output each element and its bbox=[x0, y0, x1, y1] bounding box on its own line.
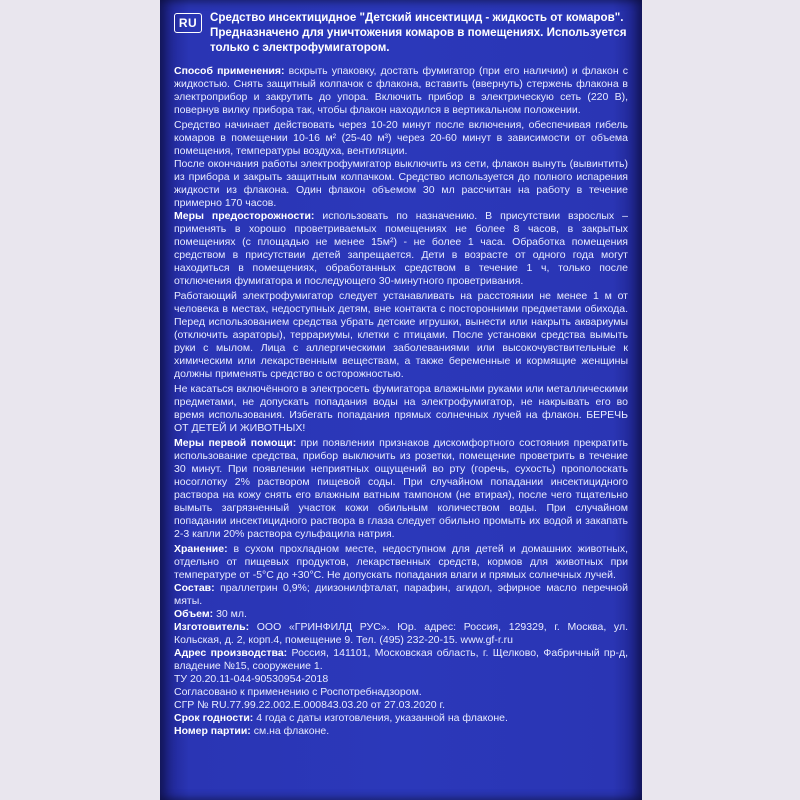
tu-line: ТУ 20.20.11-044-90530954-2018 bbox=[174, 673, 329, 685]
product-heading: Средство инсектицидное "Детский инсектицид - жидкость от комаров". Предназначено для уничтожения комаров в помещениях. Используется только с электрофумигатором. bbox=[210, 11, 627, 54]
method-label: Способ применения: bbox=[174, 65, 285, 77]
manufacturer-label: Изготовитель: bbox=[174, 621, 250, 633]
method-text-3: После окончания работы электрофумигатор выключить из сети, флакон вынуть (вывинтить) из прибора и закрыть защитным колпачком. Средство используется до полного испарения жидкости из флакона. Один флакон объемом 30 мл рассчитан на работу в течение примерно 170 часов. bbox=[174, 158, 628, 209]
method-paragraph bbox=[174, 65, 628, 117]
shelf-life-paragraph bbox=[174, 712, 628, 725]
precautions-text-1: использовать по назначению. В присутствии взрослых – применять в хорошо проветриваемых помещениях не более 8 часов, в закрытых помещениях (с площадью не менее 15м²) - не более 1 часа. Обработка помещения средством в присутствии детей запрещается. Дети в возрасте от одного года могут находиться в помещениях, обработанных средством в течение 1 ч, только после отключения фумигатора и последующего 30-минутного проветривания. bbox=[174, 210, 628, 287]
shelf-life-label: Срок годности: bbox=[174, 712, 254, 724]
batch-text: см.на флаконе. bbox=[253, 725, 330, 737]
sgr-line: СГР № RU.77.99.22.002.Е.000843.03.20 от 27.03.2020 г. bbox=[174, 699, 446, 711]
shelf-life-text: 4 года с даты изготовления, указанной на флаконе. bbox=[256, 712, 508, 724]
storage-label: Хранение: bbox=[174, 543, 228, 555]
method-text-2: Средство начинает действовать через 10-20 минут после включения, обеспечивая гибель комаров в помещении 10-16 м² (25-40 м³) через 20-60 минут в зависимости от объема помещения, температуры воздуха, вентиляции. bbox=[174, 119, 628, 157]
approval-line: Согласовано к применению с Роспотребнадзором. bbox=[174, 686, 422, 698]
label-content bbox=[174, 10, 628, 800]
package-panel bbox=[160, 0, 642, 800]
instructions-body bbox=[174, 65, 628, 738]
production-address-text: Россия, 141101, Московская область, г. Щелково, Фабричный пр-д, владение №15, сооружение 1. bbox=[174, 647, 628, 672]
precautions-text-3: Не касаться включённого в электросеть фумигатора влажными руками или металлическими предметами, не допускать попадания воды на электрофумигатор, не накрывать его во время использования. Избегать попадания прямых солнечных лучей на флакон. БЕРЕЧЬ ОТ ДЕТЕЙ И ЖИВОТНЫХ! bbox=[174, 383, 628, 434]
manufacturer-text: ООО «ГРИНФИЛД РУС». Юр. адрес: Россия, 129329, г. Москва, ул. Кольская, д. 2, корп.4, помещение 9. Тел. (495) 232-20-15. www.gf-r.ru bbox=[174, 621, 628, 646]
precautions-paragraph bbox=[174, 210, 628, 288]
composition-text: праллетрин 0,9%; диизонилфталат, парафин, агидол, эфирное масло перечной мяты. bbox=[174, 582, 628, 607]
precautions-text-2: Работающий электрофумигатор следует устанавливать на расстоянии не менее 1 м от человека в местах, недоступных детям, вне контакта с посторонними предметами обихода. Перед использованием средства убрать детские игрушки, вынести или накрыть аквариумы (отключить аэраторы), террариумы, клетки с птицами. После установки средства вымыть руки с мылом. Лица с аллергическими заболеваниями или высокочувствительные к химическим или лекарственным веществам, а также беременные и кормящие женщины должны применять средство с осторожностью. bbox=[174, 290, 628, 380]
production-address-paragraph bbox=[174, 647, 628, 673]
production-address-label: Адрес производства: bbox=[174, 647, 288, 659]
first-aid-paragraph bbox=[174, 437, 628, 541]
volume-paragraph bbox=[174, 608, 628, 621]
manufacturer-paragraph bbox=[174, 621, 628, 647]
precautions-label: Меры предосторожности: bbox=[174, 210, 315, 222]
header-block bbox=[174, 10, 628, 55]
first-aid-text: при появлении признаков дискомфортного состояния прекратить использование средства, прибор выключить из розетки, помещение проветрить в течение 30 минут. При появлении неприятных ощущений во рту (горечь, сухость) прополоскать носоглотку 2% раствором пищевой соды. При случайном попадании инсектицидного раствора на кожу снять его влажным ватным тампоном (не втирая), после чего тщательно вымыть загрязненный участок кожи обильным количеством воды. При случайном попадании инсектицидного раствора в глаза следует обильно промыть их водой и закапать 2-3 капли 20% раствора сульфацила натрия. bbox=[174, 437, 628, 540]
batch-paragraph bbox=[174, 725, 628, 738]
composition-label: Состав: bbox=[174, 582, 215, 594]
language-badge: RU bbox=[174, 13, 202, 33]
method-text-1: вскрыть упаковку, достать фумигатор (при его наличии) и флакон с жидкостью. Снять защитный колпачок с флакона, вставить (ввернуть) стержень флакона в электроприбор и закрутить до упора. Включить прибор в электрическую сеть (220 В), повернув вилку прибора так, чтобы флакон находился в вертикальном положении. bbox=[174, 65, 628, 116]
storage-paragraph bbox=[174, 543, 628, 582]
composition-paragraph bbox=[174, 582, 628, 608]
volume-label: Объем: bbox=[174, 608, 214, 620]
volume-text: 30 мл. bbox=[216, 608, 247, 620]
storage-text: в сухом прохладном месте, недоступном для детей и домашних животных, отдельно от пищевых продуктов, лекарственных средств, кормов для животных при температуре от -5°С до +30°С. Не допускать попадания влаги и прямых солнечных лучей. bbox=[174, 543, 629, 581]
first-aid-label: Меры первой помощи: bbox=[174, 437, 297, 449]
batch-label: Номер партии: bbox=[174, 725, 251, 737]
